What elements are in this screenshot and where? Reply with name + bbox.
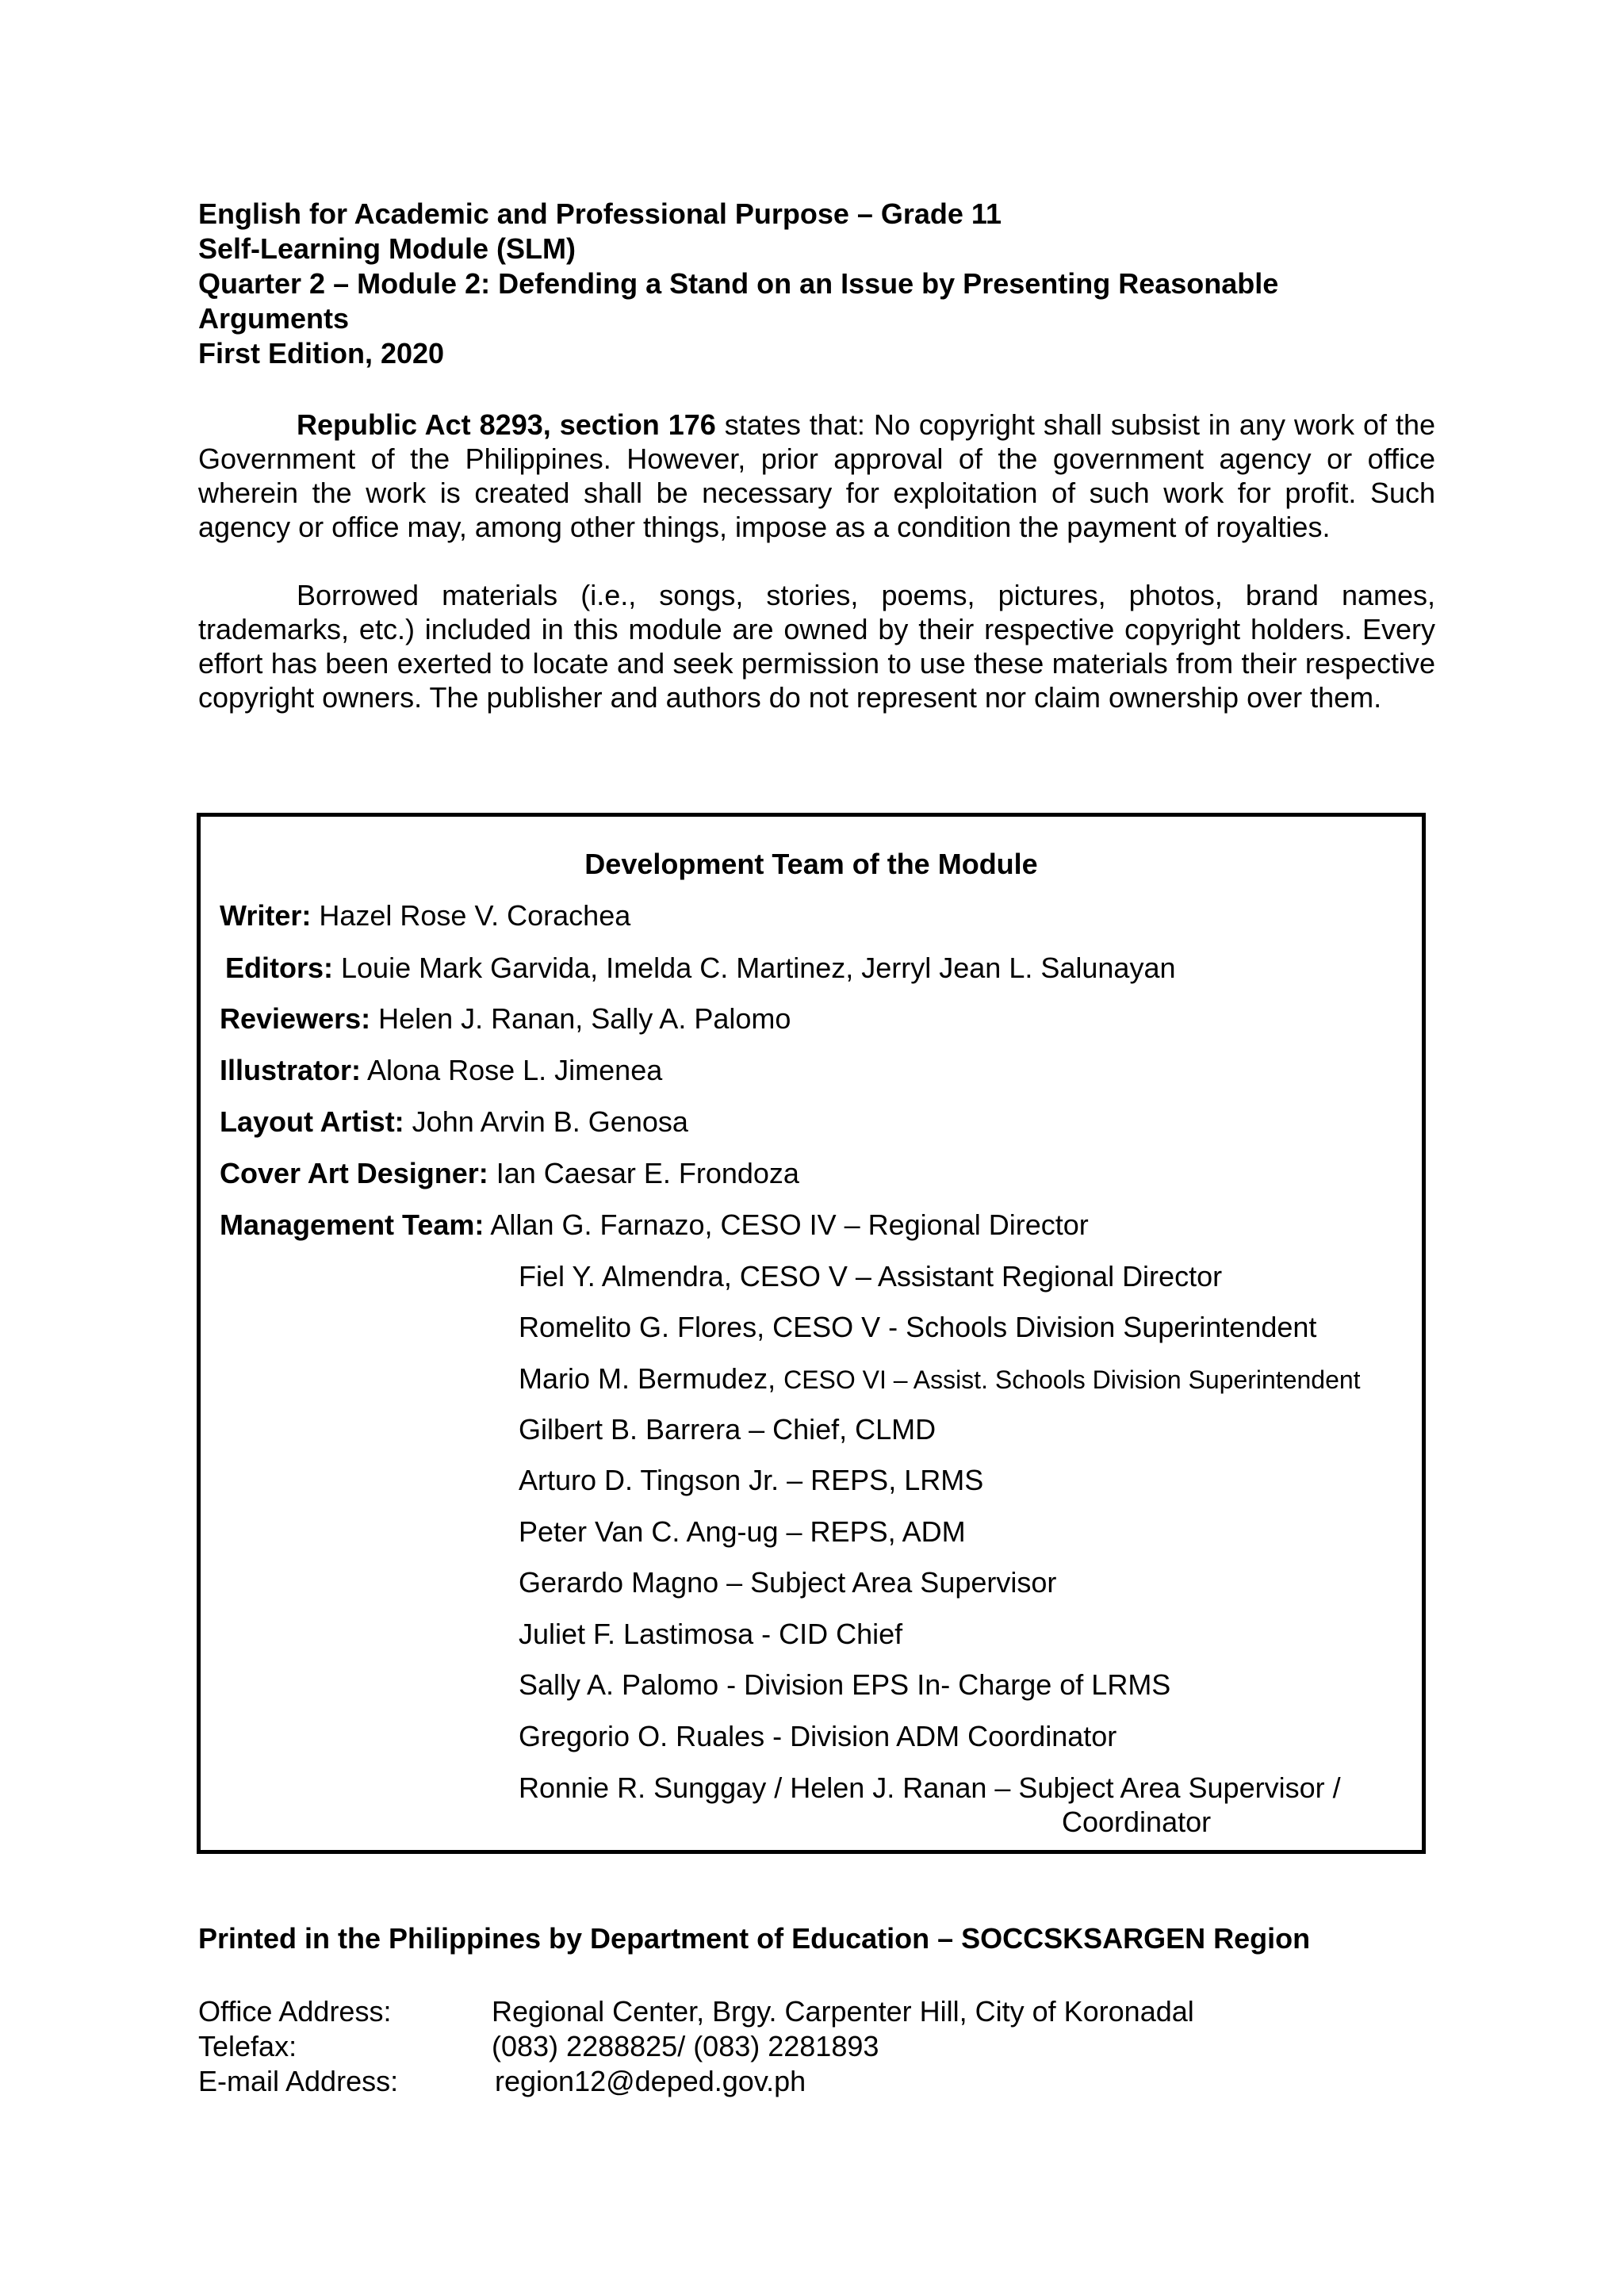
borrowed-materials-paragraph: Borrowed materials (i.e., songs, stories, poems, pictures, photos, brand names, trademarks, etc.) included in this module are owned by their respective copyright holders. Every effort has been exerted to locate and seek permission to use these materials from their respective copyright owners. The publisher and authors do not represent nor claim ownership over them. — [198, 579, 1435, 714]
editors-label: Editors: — [225, 952, 334, 984]
module-edition: First Edition, 2020 — [198, 337, 445, 370]
cover-designer-label: Cover Art Designer: — [220, 1157, 488, 1189]
reviewers-label: Reviewers: — [220, 1002, 371, 1035]
bermudez-name: Mario M. Bermudez, — [519, 1362, 784, 1395]
bermudez-title: CESO VI – Assist. Schools Division Superintendent — [783, 1365, 1361, 1394]
writer-value: Hazel Rose V. Corachea — [311, 899, 631, 932]
writer-label: Writer: — [220, 899, 312, 932]
management-member: Sally A. Palomo - Division EPS In- Charge of LRMS — [519, 1668, 1171, 1701]
writer-row — [220, 898, 630, 933]
office-address-label: Office Address: — [198, 1995, 392, 2028]
editors-value: Louie Mark Garvida, Imelda C. Martinez, Jerryl Jean L. Salunayan — [333, 952, 1176, 984]
management-row — [220, 1208, 1089, 1243]
management-member: Gilbert B. Barrera – Chief, CLMD — [519, 1413, 936, 1446]
email-label: E-mail Address: — [198, 2065, 399, 2097]
management-member: Gregorio O. Ruales - Division ADM Coordinator — [519, 1720, 1117, 1752]
layout-artist-label: Layout Artist: — [220, 1105, 404, 1138]
copyright-paragraph — [198, 408, 1435, 544]
module-subject-title: English for Academic and Professional Purpose – Grade 11 — [198, 197, 1002, 230]
copyright-text: states that: No copyright shall subsist in any work of the Government of the Philippines. However, prior approval of the government agency or office wherein the work is created shall be necessary for exploitation of such work for profit. Such agency or office may, among other things, impose as a condition the payment of royalties. — [198, 408, 1435, 543]
illustrator-label: Illustrator: — [220, 1054, 362, 1086]
management-member: Ronnie R. Sunggay / Helen J. Ranan – Subject Area Supervisor / — [519, 1771, 1341, 1804]
reviewers-row — [220, 1001, 791, 1036]
management-label: Management Team: — [220, 1208, 485, 1241]
module-header — [198, 197, 1435, 371]
cover-designer-value: Ian Caesar E. Frondoza — [488, 1157, 799, 1189]
illustrator-value: Alona Rose L. Jimenea — [361, 1054, 663, 1086]
layout-artist-row — [220, 1105, 688, 1139]
management-member-bermudez — [519, 1361, 1361, 1397]
printed-by: Printed in the Philippines by Department of Education – SOCCSKSARGEN Region — [198, 1922, 1311, 1955]
management-member-continuation: Coordinator — [1062, 1806, 1212, 1838]
layout-artist-value: John Arvin B. Genosa — [404, 1105, 688, 1138]
telefax-label: Telefax: — [198, 2030, 297, 2062]
cover-designer-row — [220, 1156, 799, 1191]
module-quarter-title: Quarter 2 – Module 2: Defending a Stand on an Issue by Presenting Reasonable — [198, 267, 1279, 300]
management-member: Gerardo Magno – Subject Area Supervisor — [519, 1566, 1057, 1599]
management-member: Romelito G. Flores, CESO V - Schools Division Superintendent — [519, 1311, 1317, 1343]
illustrator-row — [220, 1053, 662, 1088]
management-member: Juliet F. Lastimosa - CID Chief — [519, 1618, 903, 1650]
office-address-value: Regional Center, Brgy. Carpenter Hill, City of Koronadal — [492, 1995, 1194, 2028]
module-quarter-title-cont: Arguments — [198, 302, 350, 335]
email-value: region12@deped.gov.ph — [495, 2065, 806, 2097]
management-member: Fiel Y. Almendra, CESO V – Assistant Regional Director — [519, 1260, 1223, 1293]
management-member: Arturo D. Tingson Jr. – REPS, LRMS — [519, 1464, 984, 1496]
content-area — [198, 197, 1435, 714]
management-first-value: Allan G. Farnazo, CESO IV – Regional Director — [484, 1208, 1089, 1241]
team-title: Development Team of the Module — [584, 848, 1038, 880]
management-member: Peter Van C. Ang-ug – REPS, ADM — [519, 1515, 966, 1548]
development-team-box — [197, 813, 1426, 1854]
editors-row — [225, 951, 1176, 986]
module-type: Self-Learning Module (SLM) — [198, 232, 576, 265]
copyright-law-ref: Republic Act 8293, section 176 — [297, 408, 716, 441]
telefax-value: (083) 2288825/ (083) 2281893 — [492, 2030, 879, 2062]
reviewers-value: Helen J. Ranan, Sally A. Palomo — [370, 1002, 791, 1035]
